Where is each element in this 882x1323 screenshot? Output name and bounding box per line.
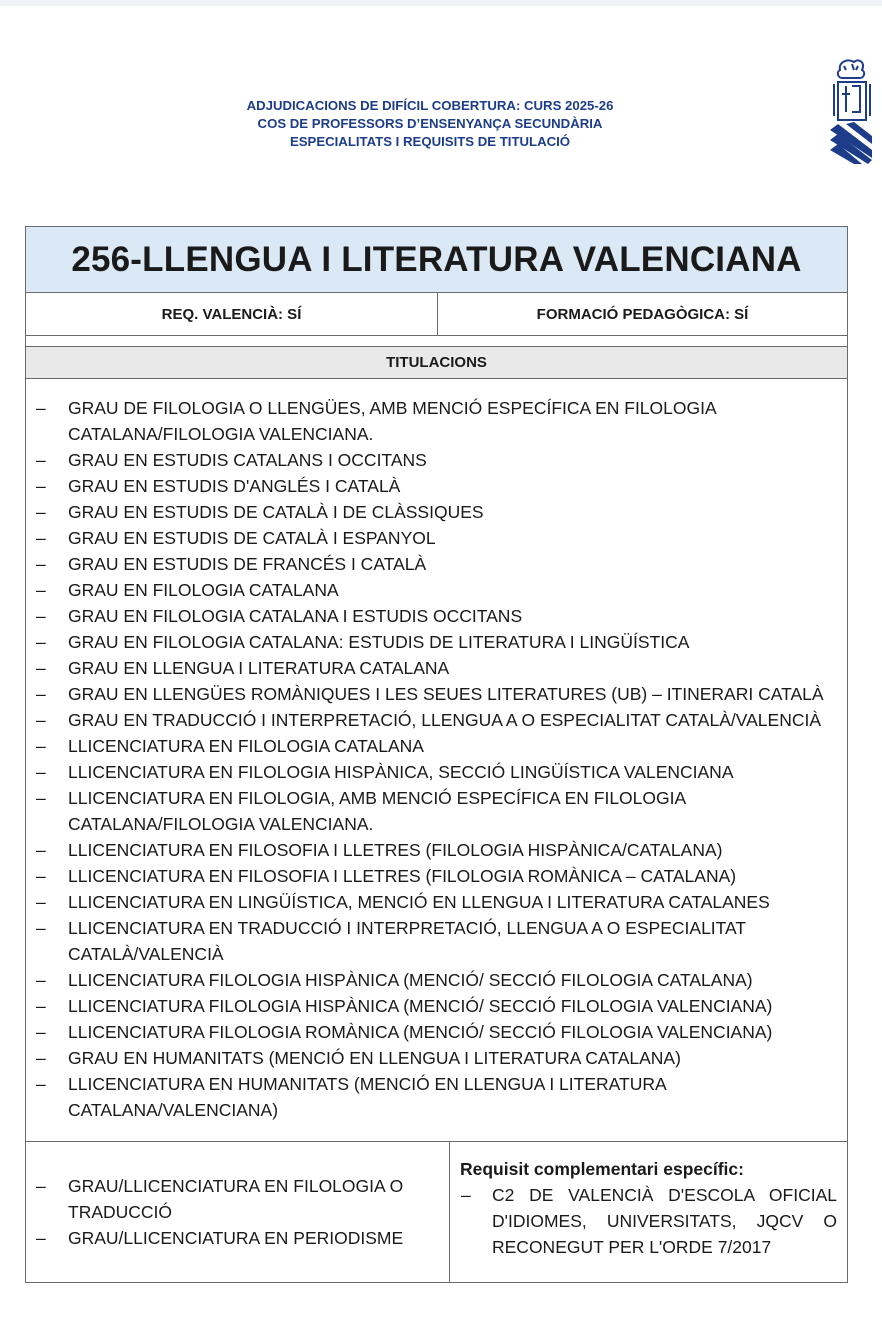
dash-marker: – <box>36 580 46 600</box>
dash-marker: – <box>36 866 46 886</box>
dash-marker: – <box>36 684 46 704</box>
dash-marker: – <box>36 476 46 496</box>
titulacions-list <box>26 379 847 1142</box>
list-item-text: GRAU EN HUMANITATS (MENCIÓ EN LLENGUA I LITERATURA CATALANA) <box>68 1048 681 1068</box>
dash-marker: – <box>36 606 46 626</box>
complementary-right-cell <box>450 1142 847 1282</box>
dash-marker: – <box>36 710 46 730</box>
generalitat-emblem-icon <box>826 56 874 166</box>
dash-marker: – <box>36 1022 46 1042</box>
list-item-text: GRAU/LLICENCIATURA EN FILOLOGIA O TRADUCCIÓ <box>68 1176 404 1222</box>
dash-marker: – <box>36 528 46 548</box>
list-item-text: LLICENCIATURA EN TRADUCCIÓ I INTERPRETACIÓ, LLENGUA A O ESPECIALITAT CATALÀ/VALENCIÀ <box>68 918 746 964</box>
list-item-text: LLICENCIATURA EN FILOSOFIA I LLETRES (FILOLOGIA HISPÀNICA/CATALANA) <box>68 840 723 860</box>
titulacions-header: TITULACIONS <box>26 347 847 379</box>
list-item-text: GRAU EN ESTUDIS DE CATALÀ I ESPANYOL <box>68 528 436 548</box>
header-line-3: ESPECIALITATS I REQUISITS DE TITULACIÓ <box>289 134 571 149</box>
dash-marker: – <box>36 502 46 522</box>
list-item-text: LLICENCIATURA FILOLOGIA ROMÀNICA (MENCIÓ/ SECCIÓ FILOLOGIA VALENCIANA) <box>68 1022 773 1042</box>
dash-marker: – <box>36 970 46 990</box>
list-item-text: LLICENCIATURA FILOLOGIA HISPÀNICA (MENCIÓ/ SECCIÓ FILOLOGIA CATALANA) <box>68 970 753 990</box>
list-item <box>26 993 833 1019</box>
complementary-left-cell <box>26 1142 450 1282</box>
complementary-requirement-list <box>460 1182 837 1260</box>
list-item <box>26 1019 833 1045</box>
list-item-text: GRAU EN ESTUDIS CATALANS I OCCITANS <box>68 450 427 470</box>
list-item-text: GRAU EN ESTUDIS D'ANGLÉS I CATALÀ <box>68 476 401 496</box>
list-item-text: LLICENCIATURA EN LINGÜÍSTICA, MENCIÓ EN LLENGUA I LITERATURA CATALANES <box>68 892 770 912</box>
dash-marker: – <box>36 1176 46 1196</box>
dash-marker: – <box>36 1048 46 1068</box>
complementary-degrees-list <box>26 1173 449 1251</box>
table-spacer <box>26 336 847 347</box>
specialty-table <box>25 226 848 1283</box>
list-item-text: GRAU EN ESTUDIS DE CATALÀ I DE CLÀSSIQUES <box>68 502 484 522</box>
list-item-text: GRAU EN FILOLOGIA CATALANA I ESTUDIS OCCITANS <box>68 606 523 626</box>
list-item <box>26 785 833 837</box>
dash-marker: – <box>36 1074 46 1094</box>
list-item <box>26 629 833 655</box>
dash-marker: – <box>36 658 46 678</box>
list-item <box>26 525 833 551</box>
list-item-text: GRAU EN FILOLOGIA CATALANA <box>68 580 339 600</box>
list-item <box>26 603 833 629</box>
list-item <box>26 707 833 733</box>
list-item-text: LLICENCIATURA EN FILOSOFIA I LLETRES (FILOLOGIA ROMÀNICA – CATALANA) <box>68 866 737 886</box>
dash-marker: – <box>36 450 46 470</box>
complementary-requirement-title: Requisit complementari específic: <box>460 1159 744 1179</box>
list-item <box>26 447 833 473</box>
list-item-text: GRAU EN TRADUCCIÓ I INTERPRETACIÓ, LLENGUA A O ESPECIALITAT CATALÀ/VALENCIÀ <box>68 710 822 730</box>
list-item-text: GRAU EN ESTUDIS DE FRANCÉS I CATALÀ <box>68 554 427 574</box>
list-item <box>26 551 833 577</box>
list-item-text: GRAU/LLICENCIATURA EN PERIODISME <box>68 1228 404 1248</box>
list-item <box>26 1225 439 1251</box>
specialty-title: 256-LLENGUA I LITERATURA VALENCIANA <box>26 227 847 293</box>
list-item <box>460 1182 837 1260</box>
dash-marker: – <box>461 1185 471 1205</box>
dash-marker: – <box>36 762 46 782</box>
document-header <box>0 97 860 151</box>
list-item <box>26 395 833 447</box>
complementary-row <box>26 1142 847 1282</box>
list-item <box>26 889 833 915</box>
dash-marker: – <box>36 632 46 652</box>
list-item <box>26 967 833 993</box>
list-item-text: LLICENCIATURA EN HUMANITATS (MENCIÓ EN LLENGUA I LITERATURA CATALANA/VALENCIANA) <box>68 1074 666 1120</box>
list-item-text: GRAU EN FILOLOGIA CATALANA: ESTUDIS DE LITERATURA I LINGÜÍSTICA <box>68 632 690 652</box>
list-item <box>26 837 833 863</box>
requirements-row <box>26 293 847 336</box>
dash-marker: – <box>36 554 46 574</box>
req-valencia-cell: REQ. VALENCIÀ: SÍ <box>26 293 438 335</box>
list-item-text: GRAU EN LLENGUA I LITERATURA CATALANA <box>68 658 450 678</box>
list-item <box>26 863 833 889</box>
list-item-text: LLICENCIATURA EN FILOLOGIA CATALANA <box>68 736 424 756</box>
dash-marker: – <box>36 918 46 938</box>
list-item <box>26 655 833 681</box>
dash-marker: – <box>36 788 46 808</box>
list-item <box>26 681 833 707</box>
dash-marker: – <box>36 736 46 756</box>
list-item <box>26 499 833 525</box>
dash-marker: – <box>36 892 46 912</box>
list-item <box>26 733 833 759</box>
dash-marker: – <box>36 398 46 418</box>
list-item <box>26 915 833 967</box>
list-item-text: LLICENCIATURA EN FILOLOGIA, AMB MENCIÓ ESPECÍFICA EN FILOLOGIA CATALANA/FILOLOGIA VALENCIANA. <box>68 788 686 834</box>
dash-marker: – <box>36 840 46 860</box>
list-item <box>26 1173 439 1225</box>
header-line-1: ADJUDICACIONS DE DIFÍCIL COBERTURA: CURS 2025-26 <box>246 98 614 113</box>
list-item <box>26 759 833 785</box>
dash-marker: – <box>36 996 46 1016</box>
list-item-text: GRAU DE FILOLOGIA O LLENGÜES, AMB MENCIÓ ESPECÍFICA EN FILOLOGIA CATALANA/FILOLOGIA VALENCIANA. <box>68 398 716 444</box>
list-item <box>26 1071 833 1123</box>
header-line-2: COS DE PROFESSORS D’ENSENYANÇA SECUNDÀRIA <box>257 116 603 131</box>
list-item-text: LLICENCIATURA EN FILOLOGIA HISPÀNICA, SECCIÓ LINGÜÍSTICA VALENCIANA <box>68 762 734 782</box>
top-strip <box>0 0 882 6</box>
list-item <box>26 1045 833 1071</box>
list-item <box>26 577 833 603</box>
dash-marker: – <box>36 1228 46 1248</box>
list-item-text: GRAU EN LLENGÜES ROMÀNIQUES I LES SEUES LITERATURES (UB) – ITINERARI CATALÀ <box>68 684 824 704</box>
list-item-text: LLICENCIATURA FILOLOGIA HISPÀNICA (MENCIÓ/ SECCIÓ FILOLOGIA VALENCIANA) <box>68 996 773 1016</box>
formacio-pedagogica-cell: FORMACIÓ PEDAGÒGICA: SÍ <box>536 305 749 323</box>
complementary-requirement-text: C2 DE VALENCIÀ D'ESCOLA OFICIAL D'IDIOMES, UNIVERSITATS, JQCV O RECONEGUT PER L'ORDE 7/2017 <box>492 1185 837 1257</box>
list-item <box>26 473 833 499</box>
